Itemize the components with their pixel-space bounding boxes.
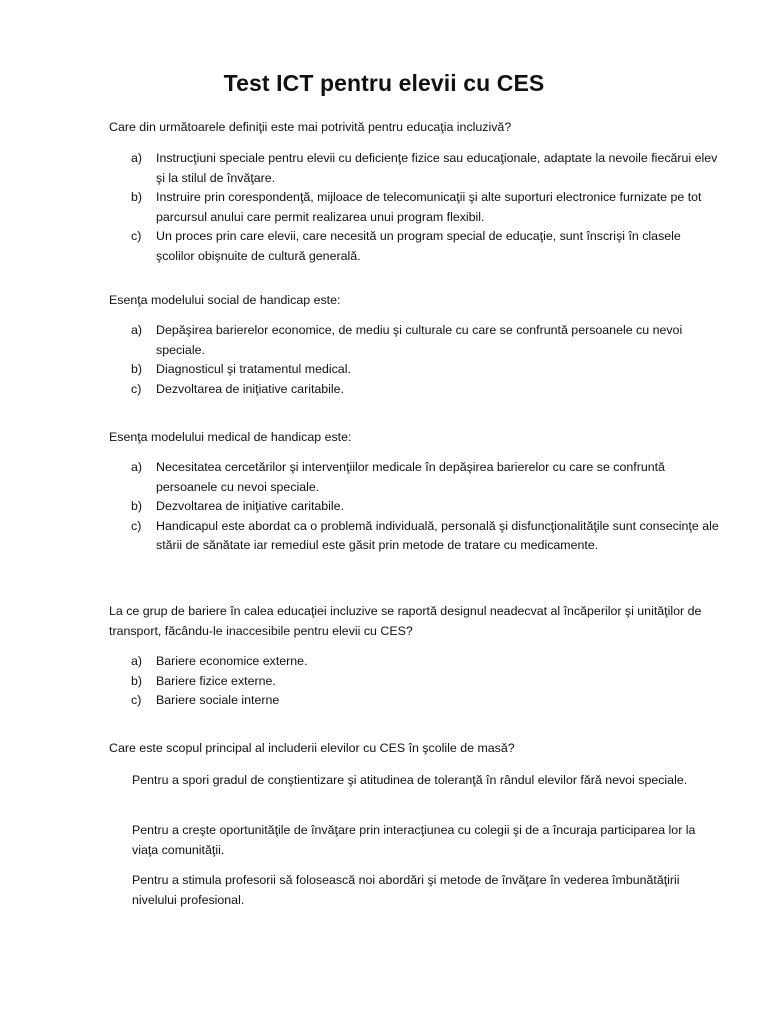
option-letter: b) [131, 673, 143, 688]
question-4: La ce grup de bariere în calea educaţiei incluzive se raportă designul neadecvat al încăperilor şi unităţilor de transport, făcându-le inaccesibile pentru elevii cu CES? [109, 604, 702, 638]
option-4c [109, 691, 719, 711]
option-text: Dezvoltarea de iniţiative caritabile. [156, 381, 345, 396]
question-5: Care este scopul principal al includerii elevilor cu CES în şcolile de masă? [109, 741, 515, 755]
option-4a [109, 652, 719, 672]
option-letter: c) [131, 229, 142, 243]
option-2c [109, 380, 719, 400]
question-2-options [109, 321, 719, 399]
option-letter: b) [131, 362, 143, 376]
option-text: Necesitatea cercetărilor şi intervenţiilor medicale în depăşirea barierelor cu care se confruntă persoanele cu nevoi speciale. [156, 460, 665, 494]
option-letter: a) [131, 151, 143, 165]
question-1: Care din următoarele definiţii este mai potrivită pentru educaţia incluzivă? [109, 120, 512, 134]
option-letter: a) [131, 460, 143, 474]
question-1-options [109, 149, 719, 266]
option-2b [109, 360, 719, 380]
option-text: Un proces prin care elevii, care necesită un program special de educaţie, sunt înscrişi în clasele şcolilor obişnuite de cultură generală. [156, 229, 681, 263]
option-text: Instruire prin corespondenţă, mijloace de telecomunicaţii şi alte suporturi electronice furnizate pe tot parcursul anului care permit realizarea unui program flexibil. [156, 190, 702, 224]
question-2: Esenţa modelului social de handicap este: [109, 293, 341, 307]
question-3-options [109, 458, 719, 556]
option-text: Bariere fizice externe. [156, 673, 276, 688]
option-3b [109, 497, 719, 517]
option-text: Bariere sociale interne [156, 693, 280, 707]
option-letter: c) [131, 381, 142, 396]
option-3a [109, 458, 719, 497]
option-letter: c) [131, 693, 142, 707]
page-title: Test ICT pentru elevii cu CES [223, 70, 545, 96]
option-1a [109, 149, 719, 188]
option-letter: c) [131, 518, 142, 533]
answer-paragraph-1: Pentru a spori gradul de conştientizare şi atitudinea de toleranţă în rândul elevilor fără nevoi speciale. [132, 773, 688, 787]
option-letter: a) [131, 654, 143, 668]
option-3c [109, 517, 719, 556]
option-2a [109, 321, 719, 360]
answer-paragraph-2: Pentru a creşte oportunităţile de învăţare prin interacţiunea cu colegii şi de a încuraja participarea lor la viaţa comunităţii. [132, 823, 696, 857]
option-letter: b) [131, 499, 143, 513]
option-letter: a) [131, 323, 143, 337]
option-1c [109, 227, 719, 266]
option-text: Dezvoltarea de iniţiative caritabile. [156, 499, 345, 513]
option-text: Depăşirea barierelor economice, de mediu şi culturale cu care se confruntă persoanele cu nevoi speciale. [156, 323, 683, 357]
option-4b [109, 672, 719, 692]
option-text: Instrucţiuni speciale pentru elevii cu deficienţe fizice sau educaţionale, adaptate la nevoile fiecărui elev şi la stilul de învăţare. [156, 151, 718, 185]
option-text: Diagnosticul şi tratamentul medical. [156, 362, 351, 376]
option-text: Handicapul este abordat ca o problemă individuală, personală şi disfuncţionalităţile sunt consecinţe ale stării de sănătate iar remediul este găsit prin metode de tratare cu medicamente. [156, 518, 719, 552]
option-letter: b) [131, 190, 143, 204]
option-text: Bariere economice externe. [156, 654, 308, 668]
question-4-options [109, 652, 719, 711]
option-1b [109, 188, 719, 227]
answer-paragraph-3: Pentru a stimula profesorii să folosească noi abordări şi metode de învăţare în vederea îmbunătăţirii nivelului profesional. [132, 873, 680, 907]
question-3: Esenţa modelului medical de handicap este: [109, 430, 352, 444]
